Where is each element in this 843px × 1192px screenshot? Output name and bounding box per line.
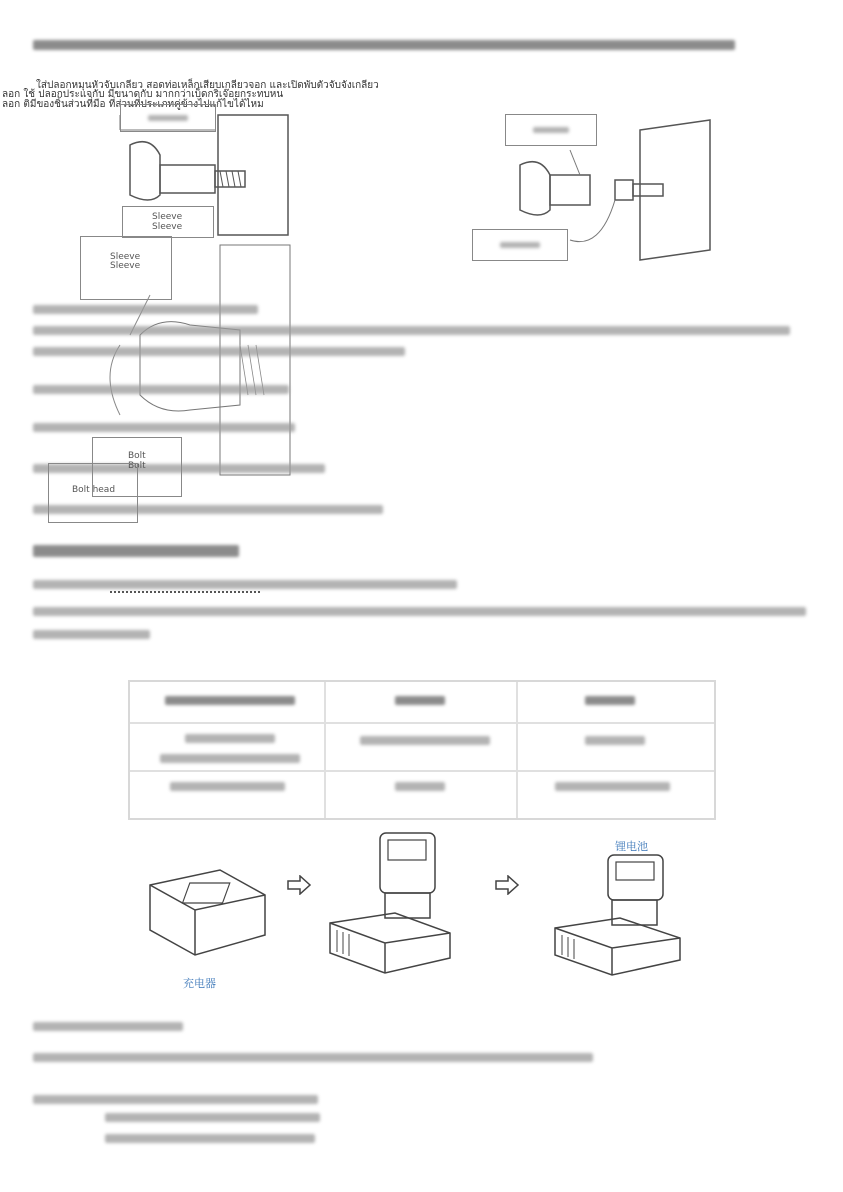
section-line-1 <box>33 580 457 589</box>
body-line-2 <box>33 326 790 335</box>
sleeve-label-1: Sleeve <box>152 212 183 222</box>
bolt-label-2: Bolt <box>128 461 146 471</box>
bolt-label-1: Bolt <box>128 451 146 461</box>
section-heading <box>33 545 239 557</box>
table-r1-c2 <box>360 736 490 745</box>
thai-overlay-line-3: ลอก ติมีของชิ้นส่วนที่มือ ที่ส่วนที่ประเภทคู่ข้างไปแก้ไขได้ไหม <box>2 99 264 110</box>
table-r2-c2 <box>395 782 445 791</box>
battery-caption: 锂电池 <box>615 840 648 853</box>
charger-caption: 充电器 <box>183 977 216 990</box>
body-line-4 <box>33 385 289 394</box>
table-header-1 <box>165 696 295 705</box>
table-r1-c1a <box>185 734 275 743</box>
bottom-line-3 <box>33 1095 318 1104</box>
thai-overlay-line-2: ลอก ใช้ ปลอกประแจกับ มีขนาดกับ มากกว่าเบ็ดกริเจ๊อยกระทบหน <box>2 89 284 100</box>
table-r2-c3 <box>555 782 670 791</box>
arrow-2-icon <box>494 875 520 895</box>
sleeve-label-2: Sleeve <box>152 222 183 232</box>
bottom-line-2 <box>33 1053 593 1062</box>
bottom-line-5 <box>105 1134 315 1143</box>
table-r2-c1 <box>170 782 285 791</box>
section-line-2 <box>33 607 806 616</box>
table-r1-c1b <box>160 754 300 763</box>
section-line-1-fragment <box>110 591 260 595</box>
spec-table <box>128 680 716 820</box>
body-line-5 <box>33 423 295 432</box>
section-line-3 <box>33 630 150 639</box>
sleeve-label-4: Sleeve <box>110 261 141 271</box>
bolt-head-label: Bolt head <box>72 485 116 495</box>
body-line-1 <box>33 305 258 314</box>
thai-overlay-line-1: ใส่ปลอกหมุนหัวจับเกลียว สอดท่อเหล็กเสียบเกลียวจอก และเปิดพับตัวจับจังเกลียว <box>36 80 379 91</box>
fig1-right-bottom-label <box>472 229 568 261</box>
bottom-line-1 <box>33 1022 183 1031</box>
charger-illustration <box>140 855 270 965</box>
battery-on-charger-illustration <box>550 850 685 980</box>
arrow-1-icon <box>286 875 312 895</box>
bottom-line-4 <box>105 1113 320 1122</box>
header-text <box>33 40 735 50</box>
table-r1-c3 <box>585 736 645 745</box>
body-line-3 <box>33 347 405 356</box>
table-header-2 <box>395 696 445 705</box>
fig1-right-top-label <box>505 114 597 146</box>
sleeve-label-3: Sleeve <box>110 252 141 262</box>
fig1-top-label-box <box>120 104 216 132</box>
charger-with-battery-illustration <box>325 828 455 978</box>
table-header-3 <box>585 696 635 705</box>
